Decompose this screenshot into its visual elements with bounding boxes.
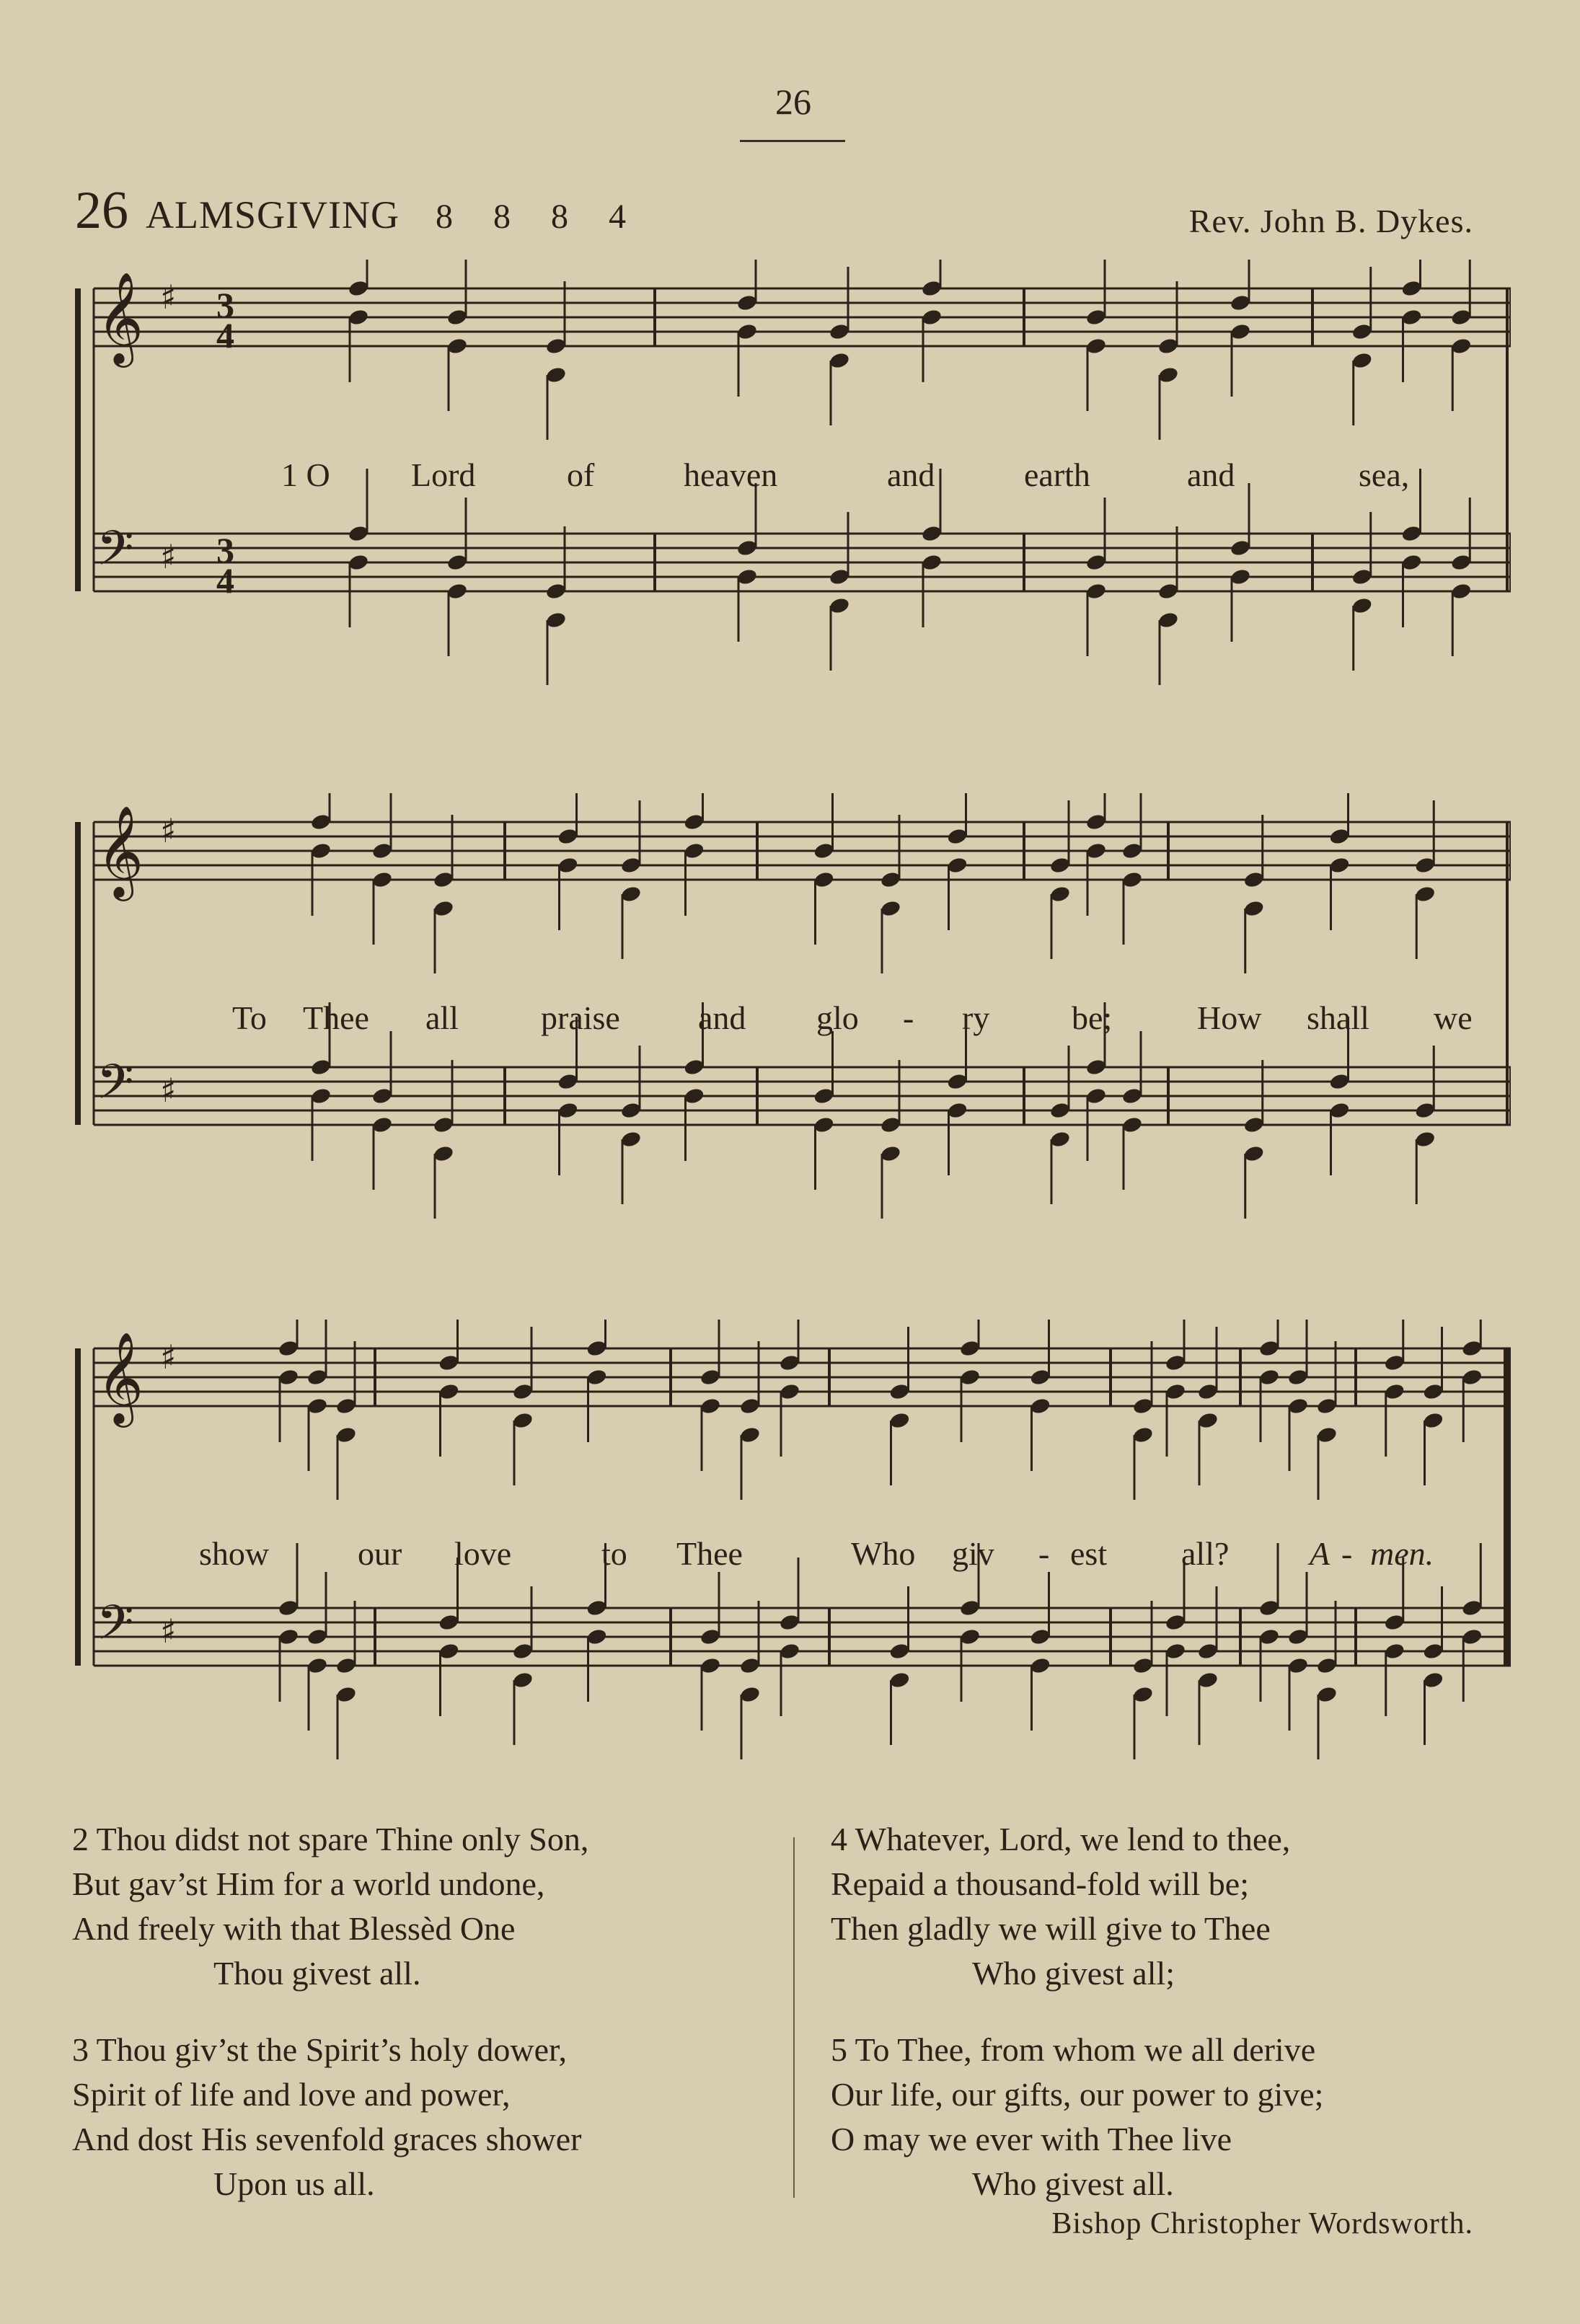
lyric: - [1341, 1535, 1353, 1572]
lyric: men. [1370, 1535, 1434, 1572]
verse-line: Thou givest all. [213, 1955, 421, 1992]
verses [72, 1817, 1511, 2221]
lyric: our [358, 1535, 402, 1572]
author: Bishop Christopher Wordsworth. [1051, 2207, 1473, 2240]
verse-line: But gav’st Him for a world undone, [72, 1865, 545, 1902]
verse-line: And dost His sevenfold graces shower [72, 2121, 582, 2157]
bass-clef-icon: 𝄢 [97, 1595, 134, 1662]
bass-clef-icon: 𝄢 [97, 1054, 134, 1121]
lyric: sea, [1359, 456, 1410, 493]
lyric: glo [816, 999, 859, 1036]
treble-clef-icon: 𝄞 [97, 805, 144, 897]
stanza-2 [72, 1817, 779, 1996]
time-signature-top: 3 [216, 285, 234, 325]
lyric: - [903, 999, 914, 1036]
lyric: How [1197, 999, 1262, 1036]
lyric: A [1310, 1535, 1330, 1572]
meter: 8 8 8 4 [435, 198, 642, 236]
lyric: show [199, 1535, 270, 1572]
lyric: to [601, 1535, 627, 1572]
page-number-rule [740, 140, 845, 142]
lyric: all [425, 999, 459, 1036]
lyrics-line-1 [72, 456, 1511, 506]
verse-line: 5 To Thee, from whom we all derive [831, 2031, 1316, 2068]
lyric: and [887, 456, 935, 493]
lyric: be; [1072, 999, 1113, 1036]
verse-line: 2 Thou didst not spare Thine only Son, [72, 1821, 589, 1857]
verses-right-column [831, 1817, 1537, 2238]
lyric: love [454, 1535, 512, 1572]
treble-clef-icon: 𝄞 [97, 271, 144, 363]
sharp-icon: ♯ [160, 1071, 177, 1110]
lyric: giv [952, 1535, 994, 1572]
time-signature-top: 3 [216, 530, 234, 570]
music-system-3 [72, 1320, 1511, 1781]
lyric: - [1038, 1535, 1050, 1572]
stanza-5 [831, 2028, 1537, 2206]
verse-line: 3 Thou giv’st the Spirit’s holy dower, [72, 2031, 568, 2068]
lyric: of [567, 456, 595, 493]
lyric: Who [851, 1535, 916, 1572]
time-signature-bottom: 4 [216, 560, 234, 601]
treble-clef-icon: 𝄞 [97, 1331, 144, 1423]
time-signature-bottom: 4 [216, 315, 234, 355]
verse-line: Upon us all. [213, 2165, 375, 2202]
stanza-3 [72, 2028, 779, 2206]
music-system-2 [72, 793, 1511, 1240]
verse-line: Our life, our gifts, our power to give; [831, 2076, 1324, 2113]
verses-left-column [72, 1817, 779, 2238]
music-system-1 [72, 260, 1511, 707]
verse-line: And freely with that Blessèd One [72, 1910, 516, 1947]
column-divider [793, 1837, 795, 2198]
lyrics-line-2 [72, 999, 1511, 1049]
verse-line: Then gladly we will give to Thee [831, 1910, 1271, 1947]
verse-line: Who givest all; [972, 1955, 1175, 1992]
lyric: we [1434, 999, 1473, 1036]
hymn-header [75, 180, 642, 238]
lyrics-line-3 [72, 1534, 1511, 1585]
verse-line: Who givest all. [972, 2165, 1174, 2202]
lyric: Lord [411, 456, 476, 493]
lyric: ry [962, 999, 990, 1036]
sharp-icon: ♯ [160, 1338, 177, 1377]
lyric: 1 O [281, 456, 330, 493]
lyric: earth [1024, 456, 1090, 493]
sharp-icon: ♯ [160, 1612, 177, 1651]
sharp-icon: ♯ [160, 278, 177, 317]
tune-name: ALMSGIVING [146, 193, 400, 237]
verse-line: Spirit of life and love and power, [72, 2076, 511, 2113]
lyric: all? [1181, 1535, 1230, 1572]
hymn-number: 26 [75, 181, 128, 240]
verse-line: O may we ever with Thee live [831, 2121, 1232, 2157]
lyric: To [232, 999, 267, 1036]
stanza-4 [831, 1817, 1537, 1996]
verse-line: Repaid a thousand-fold will be; [831, 1865, 1249, 1902]
lyric: est [1070, 1535, 1108, 1572]
verse-line: 4 Whatever, Lord, we lend to thee, [831, 1821, 1291, 1857]
page-number: 26 [775, 81, 811, 122]
lyric: and [1187, 456, 1235, 493]
composer: Rev. John B. Dykes. [1188, 203, 1473, 239]
lyric: praise [541, 999, 620, 1036]
bass-clef-icon: 𝄢 [97, 521, 134, 588]
sharp-icon: ♯ [160, 537, 177, 576]
lyric: and [698, 999, 746, 1036]
sharp-icon: ♯ [160, 811, 177, 850]
lyric: heaven [684, 456, 778, 493]
lyric: Thee [676, 1535, 743, 1572]
lyric: shall [1307, 999, 1369, 1036]
lyric: Thee [303, 999, 369, 1036]
